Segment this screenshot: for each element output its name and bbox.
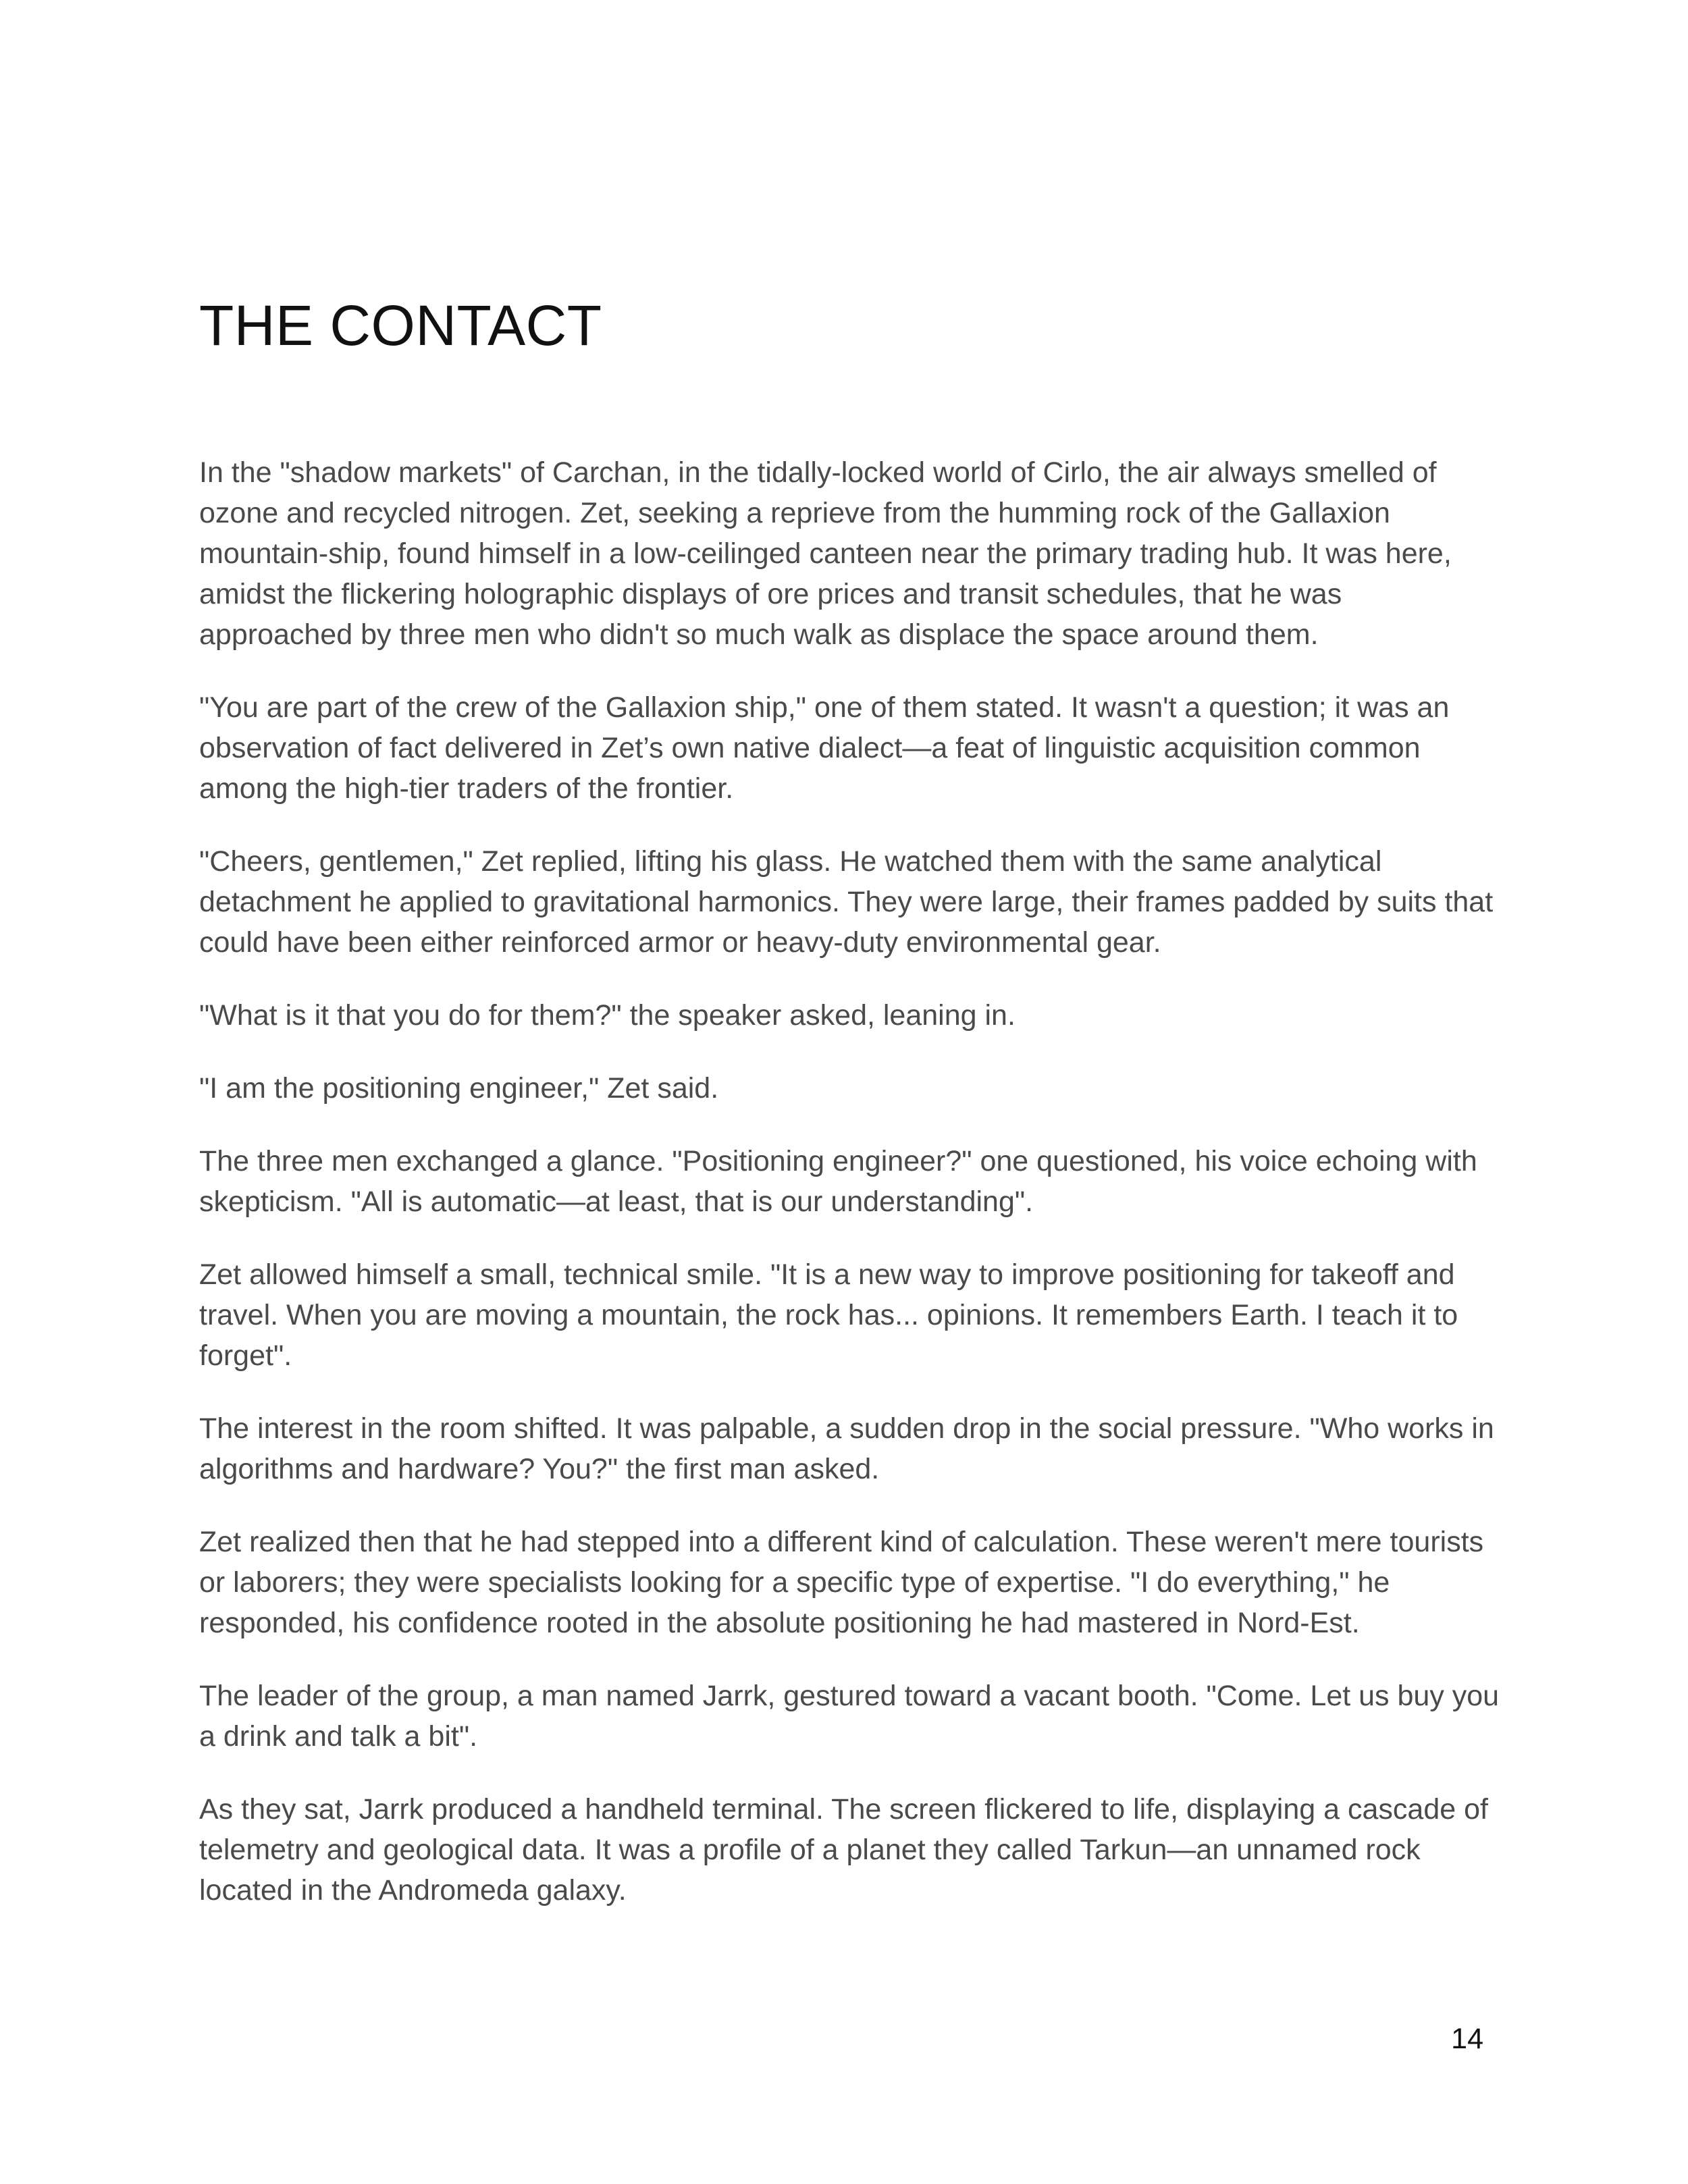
paragraph: "What is it that you do for them?" the speaker asked, leaning in. [199,999,1016,1032]
paragraph: The three men exchanged a glance. "Positioning engineer?" one questioned, his voice echoing with skepticism. "All is automatic—at least, that is our understanding". [199,1145,1477,1218]
paragraph: "I am the positioning engineer," Zet said. [199,1072,719,1104]
paragraph: The interest in the room shifted. It was palpable, a sudden drop in the social pressure. "Who works in algorithms and hardware? You?" the first man asked. [199,1412,1494,1485]
paragraph: "Cheers, gentlemen," Zet replied, lifting his glass. He watched them with the same analytical detachment he applied to gravitational harmonics. They were large, their frames padded by suits that could have been either reinforced armor or heavy-duty environmental gear. [199,845,1494,959]
paragraph: In the "shadow markets" of Carchan, in the tidally-locked world of Cirlo, the air always smelled of ozone and recycled nitrogen. Zet, seeking a reprieve from the humming rock of the Gallaxion mountain-ship, found himself in a low-ceilinged canteen near the primary trading hub. It was here, amidst the flickering holographic displays of ore prices and transit schedules, that he was approached by three men who didn't so much walk as displace the space around them. [199,456,1452,651]
paragraph: The leader of the group, a man named Jarrk, gestured toward a vacant booth. "Come. Let us buy you a drink and talk a bit". [199,1680,1500,1753]
body-text [199,452,1502,1943]
paragraph: As they sat, Jarrk produced a handheld terminal. The screen flickered to life, displaying a cascade of telemetry and geological data. It was a profile of a planet they called Tarkun—an unnamed rock located in the Andromeda galaxy. [199,1793,1488,1907]
paragraph: Zet realized then that he had stepped into a different kind of calculation. These weren't mere tourists or laborers; they were specialists looking for a specific type of expertise. "I do everything," he responded, his confidence rooted in the absolute positioning he had mastered in Nord-Est. [199,1526,1484,1639]
chapter-title: THE CONTACT [199,294,602,357]
paragraph: "You are part of the crew of the Gallaxion ship," one of them stated. It wasn't a question; it was an observation of fact delivered in Zet’s own native dialect—a feat of linguistic acquisition common among the high-tier traders of the frontier. [199,691,1450,805]
page-number: 14 [1451,2023,1483,2055]
paragraph: Zet allowed himself a small, technical smile. "It is a new way to improve positioning for takeoff and travel. When you are moving a mountain, the rock has... opinions. It remembers Earth. I teach it to forget". [199,1258,1458,1372]
